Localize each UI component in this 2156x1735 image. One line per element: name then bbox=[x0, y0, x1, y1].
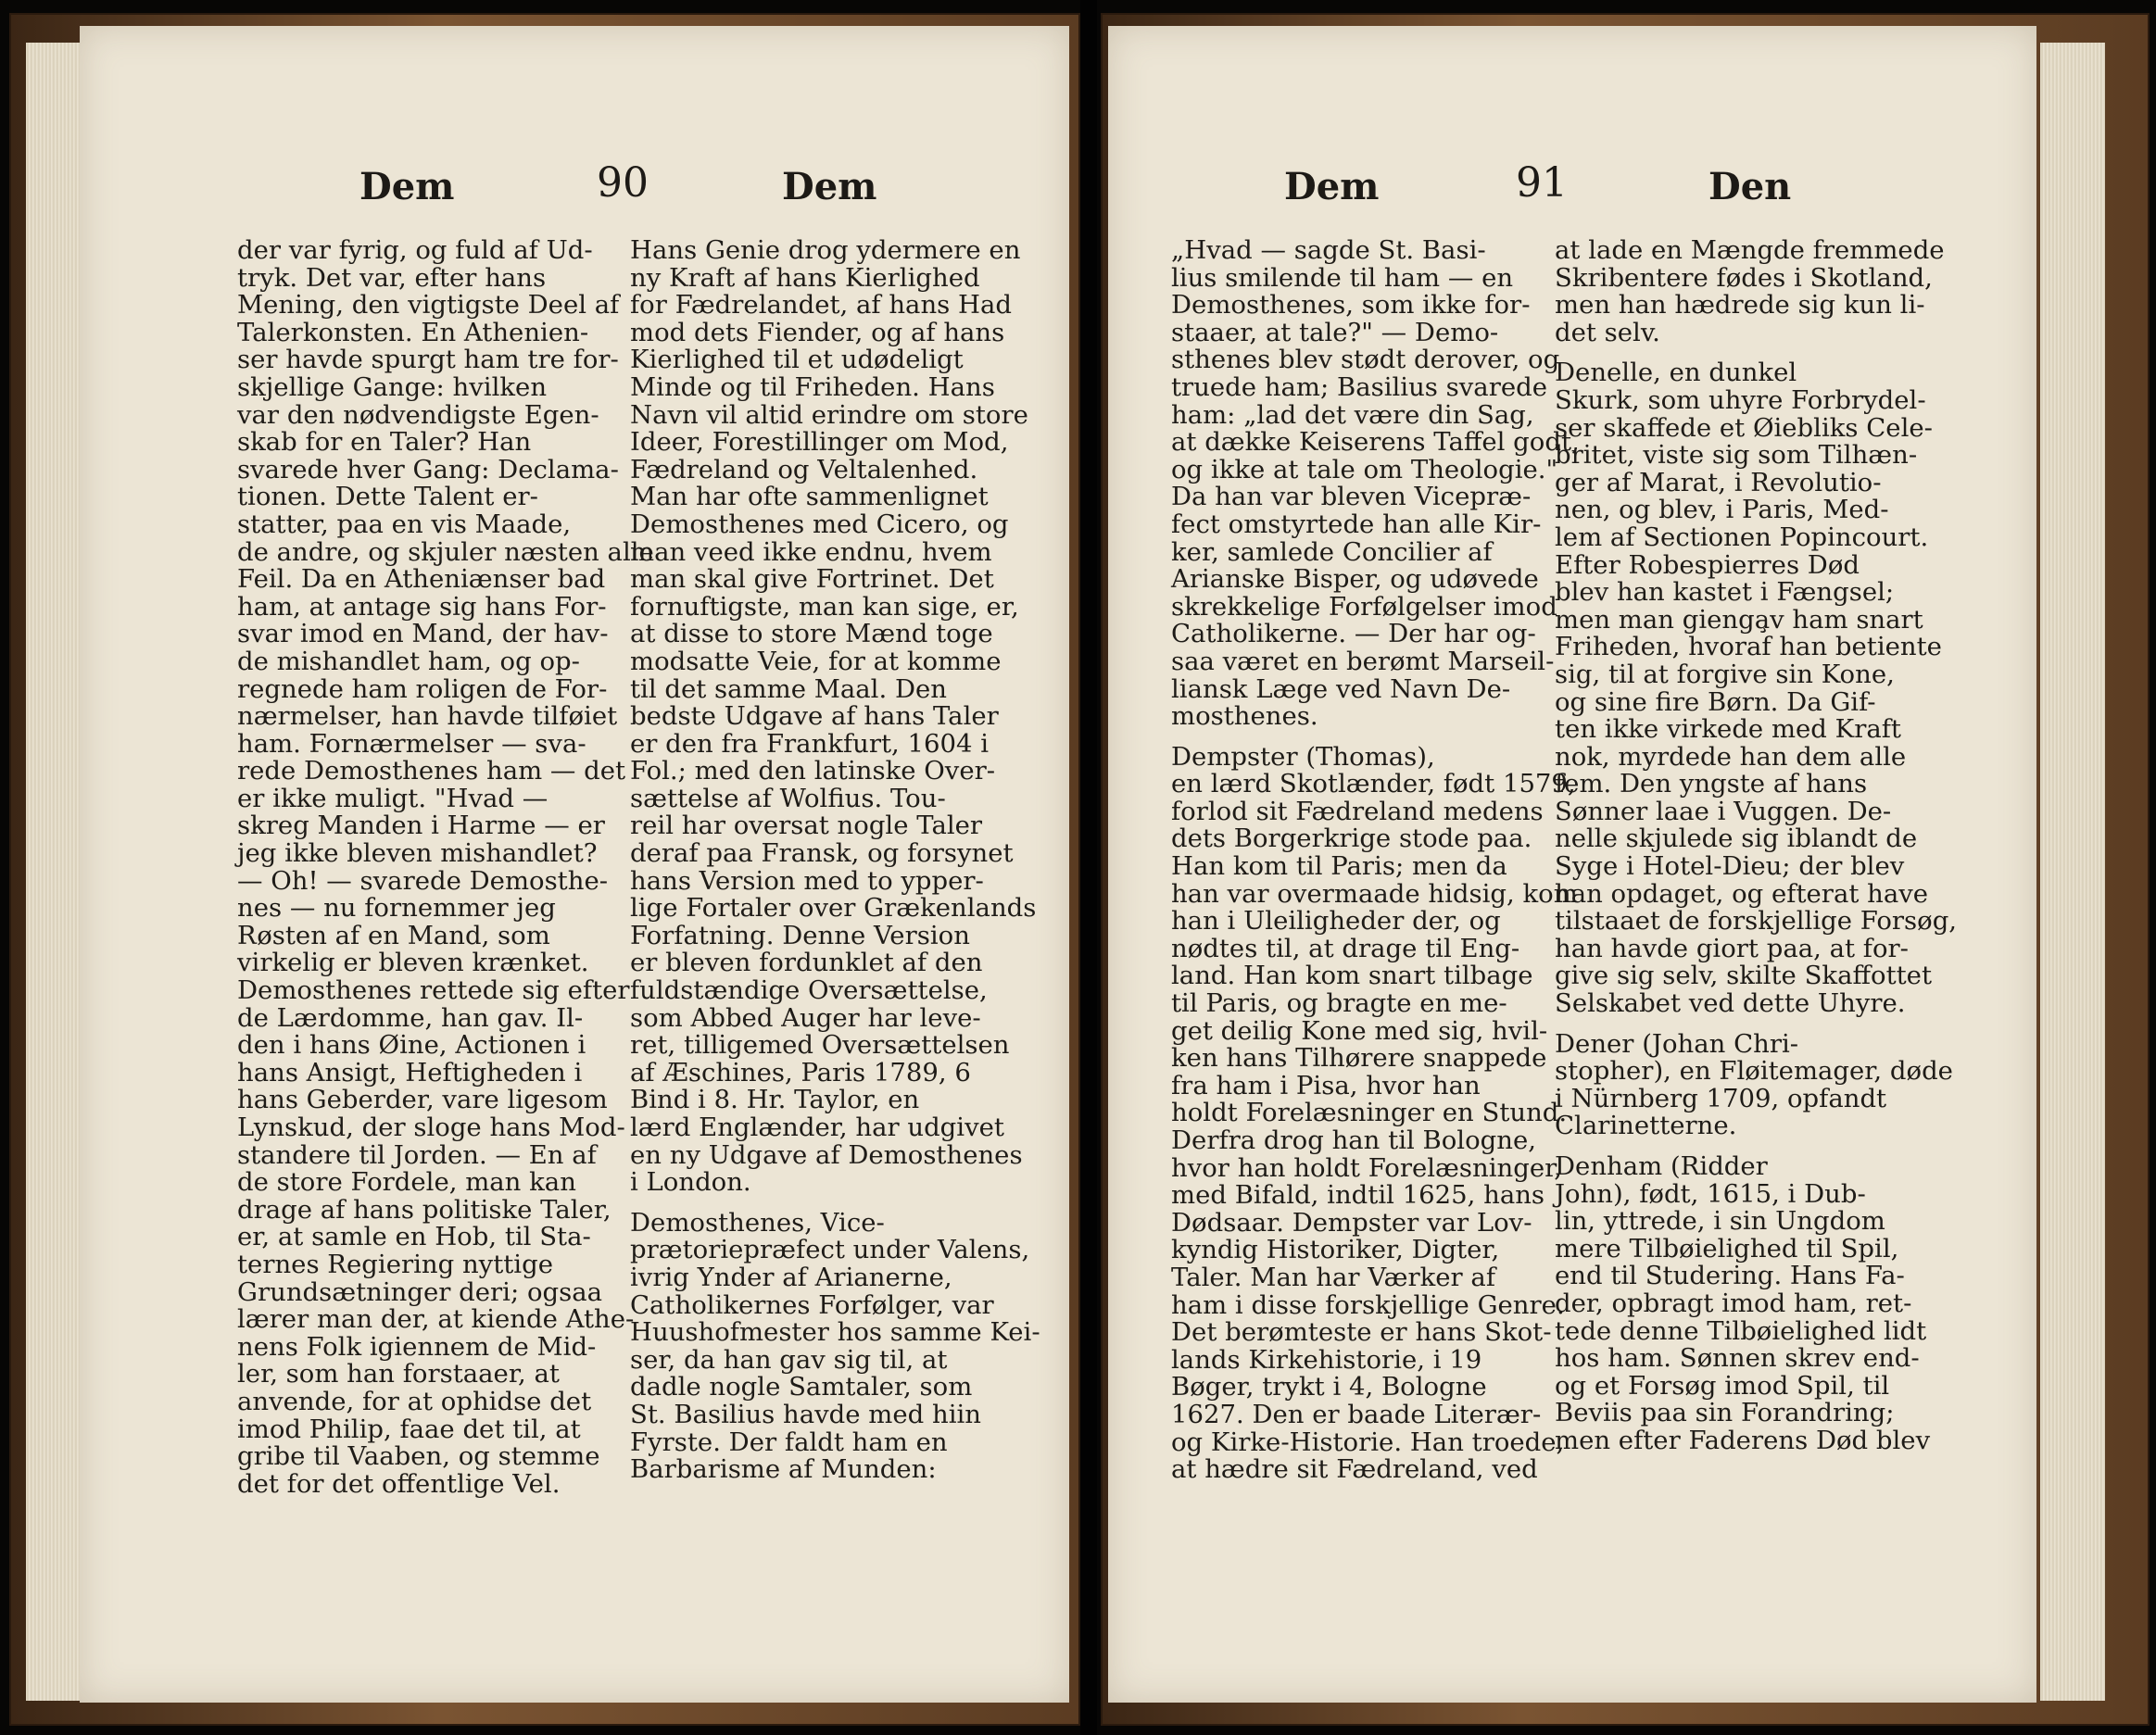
text-line: kyndig Historiker, Digter, bbox=[1171, 1235, 1500, 1265]
text-line: lius smilende til ham — en bbox=[1171, 262, 1514, 293]
text-line: holdt Forelæsninger en Stund. bbox=[1171, 1098, 1568, 1128]
text-line: saa været en berømt Marseil- bbox=[1171, 646, 1555, 676]
right-page-running-head-right: Den bbox=[1708, 165, 1792, 208]
text-line: at hædre sit Fædreland, ved bbox=[1171, 1454, 1538, 1485]
right-page-column-1 bbox=[1171, 235, 1580, 1485]
text-line: ser skaffede et Øiebliks Cele- bbox=[1555, 412, 1933, 443]
text-line: at lade en Mængde fremmede bbox=[1555, 235, 1945, 265]
text-line: land. Han kom snart tilbage bbox=[1171, 961, 1533, 991]
text-line: Friheden, hvoraf han betiente bbox=[1555, 632, 1942, 662]
text-line: rede Demosthenes ham — det bbox=[237, 756, 626, 786]
text-line: Røsten af en Mand, som bbox=[237, 920, 550, 950]
text-line: Demosthenes, som ikke for- bbox=[1171, 290, 1531, 321]
text-line: Demosthenes rettede sig efter bbox=[237, 975, 630, 1006]
text-line: Dener (Johan Chri- bbox=[1555, 1028, 1799, 1059]
text-line: hvor han holdt Forelæsninger, bbox=[1171, 1152, 1562, 1183]
text-line: Clarinetterne. bbox=[1555, 1111, 1737, 1141]
right-page-running-head-left: Dem bbox=[1284, 165, 1380, 208]
text-line: anvende, for at ophidse det bbox=[237, 1386, 592, 1416]
text-line: sig, til at forgive sin Kone, bbox=[1555, 659, 1895, 689]
text-line: Taler. Man har Værker af bbox=[1171, 1262, 1496, 1292]
text-line: Selskabet ved dette Uhyre. bbox=[1555, 988, 1906, 1019]
text-line: svar imod en Mand, der hav- bbox=[237, 619, 609, 649]
text-line: — Oh! — svarede Demosthe- bbox=[237, 865, 609, 896]
text-line: Skribentere fødes i Skotland, bbox=[1555, 262, 1933, 293]
text-line: til det samme Maal. Den bbox=[630, 673, 947, 704]
text-line: deraf paa Fransk, og forsynet bbox=[630, 838, 1014, 869]
text-line: han opdaget, og efterat have bbox=[1555, 878, 1929, 909]
text-line: nødtes til, at drage til Eng- bbox=[1171, 933, 1520, 963]
right-page-column-2 bbox=[1555, 235, 1958, 1455]
text-line: skab for en Taler? Han bbox=[237, 427, 532, 458]
text-line: tryk. Det var, efter hans bbox=[237, 262, 547, 293]
text-line: der, opbragt imod ham, ret- bbox=[1555, 1288, 1912, 1318]
left-page-header bbox=[80, 159, 1069, 220]
text-line: ham. Fornærmelser — sva- bbox=[237, 728, 586, 759]
text-line: nok, myrdede han dem alle bbox=[1555, 741, 1907, 772]
text-line: Ideer, Forestillinger om Mod, bbox=[630, 427, 1009, 458]
text-line: Demosthenes med Cicero, og bbox=[630, 509, 1009, 539]
text-line: mod dets Fiender, og af hans bbox=[630, 317, 1005, 347]
text-line: man veed ikke endnu, hvem bbox=[630, 536, 992, 567]
text-line: ken hans Tilhørere snappede bbox=[1171, 1043, 1547, 1074]
text-line: en ny Udgave af Demosthenes bbox=[630, 1139, 1023, 1170]
text-line: Catholikerne. — Der har og- bbox=[1171, 619, 1536, 649]
text-line: og et Forsøg imod Spil, til bbox=[1555, 1370, 1890, 1401]
text-line: men han hædrede sig kun li- bbox=[1555, 290, 1925, 321]
text-line: skjellige Gange: hvilken bbox=[237, 371, 548, 402]
text-line: Kierlighed til et udødeligt bbox=[630, 345, 964, 375]
text-line: er ikke muligt. "Hvad — bbox=[237, 783, 548, 813]
text-line: Beviis paa sin Forandring; bbox=[1555, 1398, 1895, 1428]
text-line: britet, viste sig som Tilhæn- bbox=[1555, 440, 1918, 471]
text-line: Man har ofte sammenlignet bbox=[630, 482, 989, 512]
text-line: ham i disse forskjellige Genre. bbox=[1171, 1289, 1565, 1320]
text-line: ternes Regiering nyttige bbox=[237, 1249, 553, 1279]
text-line: Fyrste. Der faldt ham en bbox=[630, 1427, 948, 1457]
text-line: jeg ikke bleven mishandlet? bbox=[237, 838, 598, 869]
left-page-number: 90 bbox=[597, 159, 649, 207]
text-line: er bleven fordunklet af den bbox=[630, 948, 983, 978]
text-line: drage af hans politiske Taler, bbox=[237, 1194, 611, 1225]
text-line: Denelle, en dunkel bbox=[1555, 358, 1797, 388]
text-line: 1627. Den er baade Literær- bbox=[1171, 1399, 1542, 1429]
text-line: sthenes blev stødt derover, og bbox=[1171, 345, 1560, 375]
text-line: nen, og blev, i Paris, Med- bbox=[1555, 495, 1889, 525]
text-line: tionen. Dette Talent er- bbox=[237, 482, 538, 512]
text-line: skreg Manden i Harme — er bbox=[237, 811, 605, 841]
text-line: fuldstændige Oversættelse, bbox=[630, 975, 988, 1006]
text-line: lærd Englænder, har udgivet bbox=[630, 1113, 1004, 1142]
text-line: Sønner laae i Vuggen. De- bbox=[1555, 796, 1892, 826]
text-line: der var fyrig, og fuld af Ud- bbox=[237, 235, 593, 265]
text-line: „Hvad — sagde St. Basi- bbox=[1171, 235, 1486, 265]
text-line: Barbarisme af Munden: bbox=[630, 1454, 937, 1485]
text-line: truede ham; Basilius svarede bbox=[1171, 371, 1548, 402]
text-line: en lærd Skotlænder, født 1579, bbox=[1171, 769, 1576, 799]
text-line: men efter Faderens Død blev bbox=[1555, 1425, 1931, 1455]
text-line: de andre, og skjuler næsten alle bbox=[237, 536, 654, 567]
text-line: hans Version med to ypper- bbox=[630, 865, 984, 896]
text-line: ny Kraft af hans Kierlighed bbox=[630, 262, 980, 293]
text-line: mere Tilbøielighed til Spil, bbox=[1555, 1233, 1899, 1264]
text-line: statter, paa en vis Maade, bbox=[237, 509, 572, 539]
text-line: regnede ham roligen de For- bbox=[237, 673, 608, 704]
text-line: i Nürnberg 1709, opfandt bbox=[1555, 1083, 1887, 1113]
text-line: reil har oversat nogle Taler bbox=[630, 811, 983, 841]
text-line: Fædreland og Veltalenhed. bbox=[630, 454, 978, 484]
text-line: var den nødvendigste Egen- bbox=[237, 399, 599, 430]
text-line: og sine fire Børn. Da Gif- bbox=[1555, 686, 1876, 717]
text-line: dets Borgerkrige stode paa. bbox=[1171, 823, 1532, 854]
text-line: nens Folk igiennem de Mid- bbox=[237, 1331, 597, 1362]
text-line: St. Basilius havde med hiin bbox=[630, 1399, 982, 1429]
text-line: lige Fortaler over Grækenlands bbox=[630, 893, 1037, 924]
left-page-column-2 bbox=[630, 235, 1040, 1485]
left-page-column-1 bbox=[237, 235, 654, 1499]
text-line: Navn vil altid erindre om store bbox=[630, 399, 1028, 430]
text-line: af Æschines, Paris 1789, 6 bbox=[630, 1057, 971, 1088]
text-line: forlod sit Fædreland medens bbox=[1171, 796, 1544, 826]
text-line: ham: „lad det være din Sag, bbox=[1171, 399, 1534, 430]
gutter-divider bbox=[1080, 0, 1097, 1735]
text-line: imod Philip, faae det til, at bbox=[237, 1414, 581, 1444]
text-line: den i hans Øine, Actionen i bbox=[237, 1030, 586, 1061]
left-page-running-head-right: Dem bbox=[782, 165, 877, 208]
text-line: de mishandlet ham, og op- bbox=[237, 646, 580, 676]
text-line: Bind i 8. Hr. Taylor, en bbox=[630, 1085, 920, 1115]
text-line: Hans Genie drog ydermere en bbox=[630, 235, 1021, 265]
text-line: Derfra drog han til Bologne, bbox=[1171, 1125, 1536, 1155]
text-line: fect omstyrtede han alle Kir- bbox=[1171, 509, 1542, 539]
text-line: er, at samle en Hob, til Sta- bbox=[237, 1222, 591, 1252]
text-line: til Paris, og bragte en me- bbox=[1171, 988, 1507, 1019]
text-line: ger af Marat, i Revolutio- bbox=[1555, 467, 1882, 497]
right-page bbox=[1108, 26, 2036, 1703]
text-line: Forfatning. Denne Version bbox=[630, 920, 970, 950]
text-line: for Fædrelandet, af hans Had bbox=[630, 290, 1012, 321]
text-line: nærmelser, han havde tilføiet bbox=[237, 701, 618, 732]
text-line: de store Fordele, man kan bbox=[237, 1167, 576, 1198]
text-line: han havde giort paa, at for- bbox=[1555, 933, 1909, 963]
text-line: get deilig Kone med sig, hvil- bbox=[1171, 1015, 1548, 1046]
text-line: Arianske Bisper, og udøvede bbox=[1171, 564, 1539, 595]
text-line: stopher), en Fløitemager, døde bbox=[1555, 1056, 1953, 1087]
text-line: Bøger, trykt i 4, Bologne bbox=[1171, 1372, 1487, 1402]
text-line: dadle nogle Samtaler, som bbox=[630, 1372, 973, 1402]
text-line: John), født, 1615, i Dub- bbox=[1555, 1178, 1866, 1209]
text-line: mosthenes. bbox=[1171, 701, 1318, 732]
text-line: og ikke at tale om Theologie." bbox=[1171, 454, 1558, 484]
text-line: men man gienga̧v ham snart bbox=[1555, 604, 1923, 635]
text-line: ten ikke virkede med Kraft bbox=[1555, 714, 1901, 745]
text-line: Skurk, som uhyre Forbrydel- bbox=[1555, 384, 1926, 415]
text-line: svarede hver Gang: Declama- bbox=[237, 454, 619, 484]
text-line: med Bifald, indtil 1625, hans bbox=[1171, 1180, 1545, 1211]
text-line: Catholikernes Forfølger, var bbox=[630, 1289, 994, 1320]
text-line: ler, som han forstaaer, at bbox=[237, 1359, 560, 1389]
text-line: Dødsaar. Dempster var Lov- bbox=[1171, 1207, 1532, 1238]
text-line: det selv. bbox=[1555, 317, 1660, 347]
text-line: han i Uleiligheder der, og bbox=[1171, 906, 1501, 937]
text-line: hans Ansigt, Heftigheden i bbox=[237, 1057, 583, 1088]
text-line: det for det offentlige Vel. bbox=[237, 1468, 561, 1499]
text-line: Minde og til Friheden. Hans bbox=[630, 371, 995, 402]
text-line: modsatte Veie, for at komme bbox=[630, 646, 1002, 676]
text-line: sættelse af Wolfius. Tou- bbox=[630, 783, 946, 813]
text-line: Det berømteste er hans Skot- bbox=[1171, 1317, 1552, 1348]
text-line: tilstaaet de forskjellige Forsøg, bbox=[1555, 906, 1958, 937]
text-line: hos ham. Sønnen skrev end- bbox=[1555, 1343, 1920, 1374]
text-line: Demosthenes, Vice- bbox=[630, 1207, 885, 1238]
text-line: ivrig Ynder af Arianerne, bbox=[630, 1262, 952, 1292]
text-line: fornuftigste, man kan sige, er, bbox=[630, 591, 1019, 622]
text-line: standere til Jorden. — En af bbox=[237, 1139, 597, 1170]
text-line: Han kom til Paris; men da bbox=[1171, 851, 1507, 882]
text-line: at dække Keiserens Taffel godt, bbox=[1171, 427, 1580, 458]
text-line: lærer man der, at kiende Athe- bbox=[237, 1304, 635, 1335]
text-line: Huushofmester hos samme Kei- bbox=[630, 1317, 1040, 1348]
text-line: de Lærdomme, han gav. Il- bbox=[237, 1002, 584, 1033]
right-page-header bbox=[1108, 159, 2036, 220]
text-line: Feil. Da en Atheniænser bad bbox=[237, 564, 606, 595]
text-line: han var overmaade hidsig, kom bbox=[1171, 878, 1578, 909]
text-line: ret, tilligemed Oversættelsen bbox=[630, 1030, 1010, 1061]
text-line: Grundsætninger deri; ogsaa bbox=[237, 1276, 603, 1307]
left-page-running-head-left: Dem bbox=[359, 165, 455, 208]
text-line: man skal give Fortrinet. Det bbox=[630, 564, 994, 595]
text-line: end til Studering. Hans Fa- bbox=[1555, 1261, 1905, 1291]
text-line: ham, at antage sig hans For- bbox=[237, 591, 607, 622]
left-page bbox=[80, 26, 1069, 1703]
text-line: tede denne Tilbøielighed lidt bbox=[1555, 1315, 1927, 1346]
text-line: blev han kastet i Fængsel; bbox=[1555, 577, 1895, 608]
text-line: lem af Sectionen Popincourt. bbox=[1555, 522, 1929, 552]
text-line: fra ham i Pisa, hvor han bbox=[1171, 1070, 1481, 1100]
text-line: staaer, at tale?" — Demo- bbox=[1171, 317, 1499, 347]
text-line: virkelig er bleven krænket. bbox=[237, 948, 589, 978]
text-line: ker, samlede Concilier af bbox=[1171, 536, 1493, 567]
text-line: lands Kirkehistorie, i 19 bbox=[1171, 1344, 1482, 1375]
text-line: nelle skjulede sig iblandt de bbox=[1555, 823, 1918, 854]
page-edges-right bbox=[2040, 43, 2105, 1701]
text-line: Dempster (Thomas), bbox=[1171, 741, 1435, 772]
text-line: og Kirke-Historie. Han troede, bbox=[1171, 1427, 1565, 1457]
text-line: Mening, den vigtigste Deel af bbox=[237, 290, 620, 321]
text-line: fem. Den yngste af hans bbox=[1555, 769, 1868, 799]
text-line: Denham (Ridder bbox=[1555, 1151, 1768, 1181]
text-line: prætoriepræfect under Valens, bbox=[630, 1235, 1030, 1265]
text-line: gribe til Vaaben, og stemme bbox=[237, 1441, 600, 1472]
text-line: Fol.; med den latinske Over- bbox=[630, 756, 996, 786]
text-line: Lynskud, der sloge hans Mod- bbox=[237, 1113, 625, 1142]
text-line: Da han var bleven Vicepræ- bbox=[1171, 482, 1532, 512]
text-line: ser havde spurgt ham tre for- bbox=[237, 345, 619, 375]
text-line: Talerkonsten. En Athenien- bbox=[237, 317, 589, 347]
text-line: nes — nu fornemmer jeg bbox=[237, 893, 556, 924]
text-line: liansk Læge ved Navn De- bbox=[1171, 673, 1511, 704]
right-page-number: 91 bbox=[1516, 159, 1568, 207]
text-line: som Abbed Auger har leve- bbox=[630, 1002, 981, 1033]
text-line: ser, da han gav sig til, at bbox=[630, 1344, 948, 1375]
text-line: give sig selv, skilte Skaffottet bbox=[1555, 961, 1932, 991]
text-line: Efter Robespierres Død bbox=[1555, 549, 1860, 580]
text-line: Syge i Hotel-Dieu; der blev bbox=[1555, 851, 1905, 882]
text-line: at disse to store Mænd toge bbox=[630, 619, 993, 649]
text-line: lin, yttrede, i sin Ungdom bbox=[1555, 1206, 1885, 1237]
text-line: er den fra Frankfurt, 1604 i bbox=[630, 728, 990, 759]
text-line: hans Geberder, vare ligesom bbox=[237, 1085, 608, 1115]
text-line: skrekkelige Forfølgelser imod bbox=[1171, 591, 1557, 622]
text-line: i London. bbox=[630, 1167, 751, 1198]
text-line: bedste Udgave af hans Taler bbox=[630, 701, 999, 732]
